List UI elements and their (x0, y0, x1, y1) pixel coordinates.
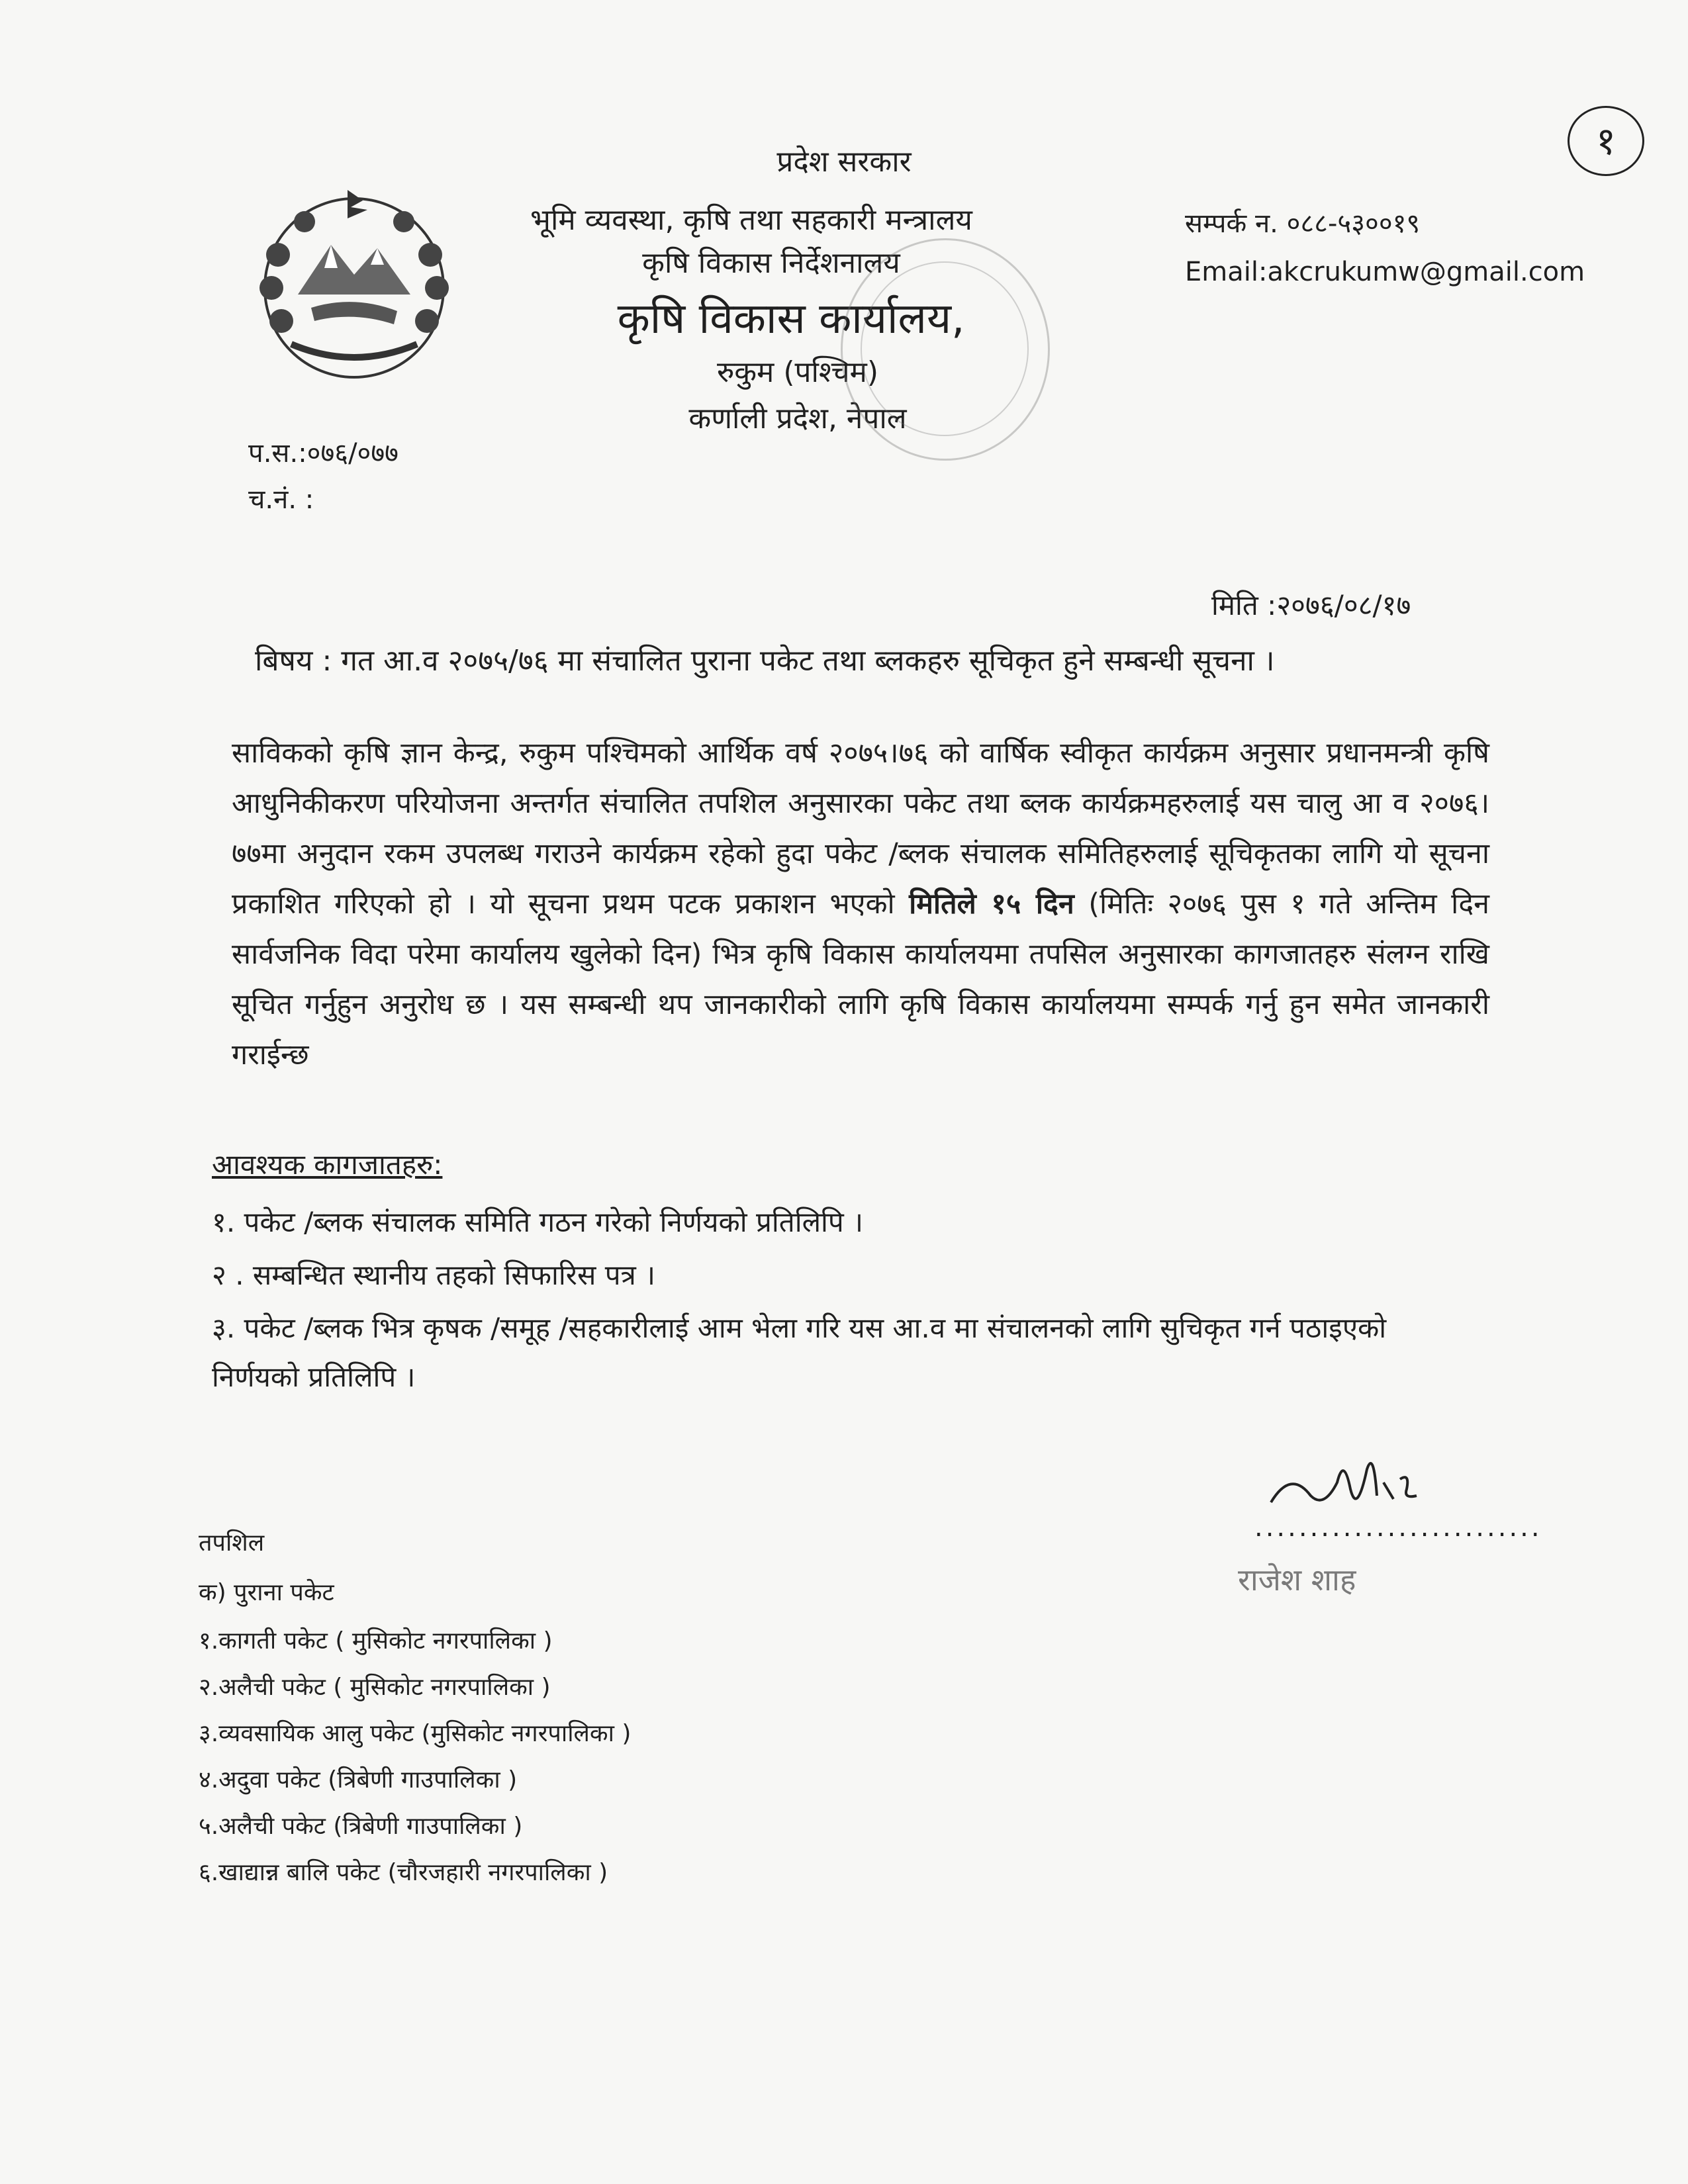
header-office-title: कृषि विकास कार्यालय, (617, 295, 965, 343)
requirement-item: २ . सम्बन्धित स्थानीय तहको सिफारिस पत्र । (212, 1259, 656, 1291)
tapsil-list (199, 1621, 631, 1899)
requirements-title: आवश्यक कागजातहरु: (212, 1148, 443, 1181)
list-item: ५.अलैची पकेट (त्रिबेणी गाउपालिका ) (199, 1813, 523, 1840)
office-stamp-inner (861, 261, 1029, 436)
list-item: १.कागती पकेट ( मुसिकोट नगरपालिका ) (199, 1627, 553, 1655)
letter-date: मिति :२०७६/०८/१७ (1211, 589, 1411, 621)
letter-subject: बिषय : गत आ.व २०७५/७६ मा संचालित पुराना पकेट तथा ब्लकहरु सूचिकृत हुने सम्बन्धी सूचना । (255, 644, 1275, 678)
body-text-bold: मितिले १५ दिन (909, 887, 1074, 921)
requirement-item: १. पकेट /ब्लक संचालक समिति गठन गरेको निर्णयको प्रतिलिपि । (212, 1206, 864, 1238)
handwritten-signature (1251, 1443, 1450, 1522)
tapsil-title: तपशिल (199, 1529, 265, 1557)
body-text-part-2: (मितिः २०७६ पुस १ गते अन्तिम दिन सार्वजनिक विदा परेमा कार्यालय खुलेको दिन) भित्र कृषि विकास कार्यालयमा तपसिल अनुसारका कागजातहरु संलग्न राखि सूचित गर्नुहुन अनुरोध छ । यस सम्बन्धी थप जानकारीको लागि कृषि विकास कार्यालयमा सम्पर्क गर्नु हुन समेत जानकारी गराईन्छ (232, 887, 1490, 1071)
list-item: ४.अदुवा पकेट (त्रिबेणी गाउपालिका ) (199, 1766, 518, 1794)
header-line-5: रुकुम (पश्चिम) (716, 355, 879, 389)
reference-ps: प.स.:०७६/०७७ (248, 438, 399, 469)
header-line-1: प्रदेश सरकार (776, 145, 912, 179)
body-paragraph (232, 728, 1489, 1080)
reference-cn: च.नं. : (248, 484, 314, 515)
contact-phone: सम्पर्क न. ०८८-५३००१९ (1185, 208, 1421, 239)
header-line-6: कर्णाली प्रदेश, नेपाल (688, 402, 907, 435)
signature-line: .......................... (1254, 1512, 1542, 1543)
tapsil-subtitle: क) पुराना पकेट (199, 1579, 334, 1606)
list-item: ३.व्यवसायिक आलु पकेट (मुसिकोट नगरपालिका ) (199, 1720, 632, 1747)
body-text-part-1: साविकको कृषि ज्ञान केन्द्र, रुकुम पश्चिमको आर्थिक वर्ष २०७५।७६ को वार्षिक स्वीकृत कार्यक्रम अनुसार प्रधानमन्त्री कृषि आधुनिकीकरण परियोजना अन्तर्गत संचालित तपशिल अनुसारका पकेट तथा ब्लक कार्यक्रमहरुलाई यस चालु आ व २०७६।७७मा अनुदान रकम उपलब्ध गराउने कार्यक्रम रहेको हुदा पकेट /ब्लक संचालक समितिहरुलाई सूचिकृतका लागि यो सूचना प्रकाशित गरिएको हो । यो सूचना प्रथम पटक प्रकाशन भएको (232, 737, 1489, 921)
list-item: २.अलैची पकेट ( मुसिकोट नगरपालिका ) (199, 1674, 551, 1701)
signatory-name: राजेश शाह (1238, 1562, 1356, 1598)
list-item: ६.खाद्यान्न बालि पकेट (चौरजहारी नगरपालिका ) (199, 1859, 608, 1886)
requirement-item: ३. पकेट /ब्लक भित्र कृषक /समूह /सहकारीलाई आम भेला गरि यस आ.व मा संचालनको लागि सुचिकृत गर्न पठाइएको निर्णयको प्रतिलिपि । (212, 1312, 1387, 1393)
header-line-2: भूमि व्यवस्था, कृषि तथा सहकारी मन्त्रालय (530, 203, 972, 237)
contact-email: Email:akcrukumw@gmail.com (1185, 257, 1585, 287)
page-number: १ (1568, 106, 1644, 176)
header-line-3: कृषि विकास निर्देशनालय (642, 246, 900, 280)
